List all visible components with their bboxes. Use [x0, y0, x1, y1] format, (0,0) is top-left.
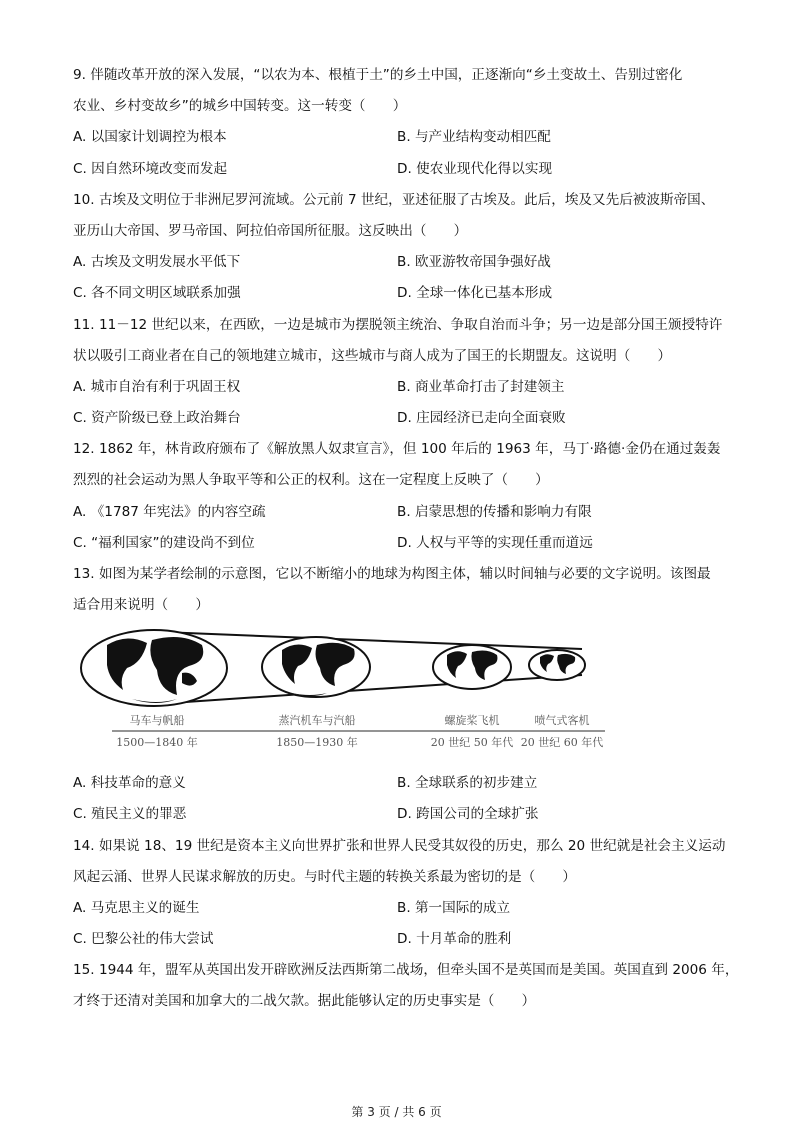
- option-c: C. 资产阶级已登上政治舞台: [73, 410, 241, 427]
- option-c: C. 各不同文明区域联系加强: [73, 285, 241, 302]
- shrinking-globe-figure: [73, 621, 733, 768]
- question-stem: 10. 古埃及文明位于非洲尼罗河流域。公元前 7 世纪，亚述征服了古埃及。此后，埃及又先后被波斯帝国、: [73, 191, 715, 208]
- question-11: [73, 310, 733, 435]
- figure-period: 1850—1930 年: [276, 736, 358, 750]
- globe-2: [262, 637, 370, 697]
- question-15: [73, 955, 739, 1017]
- question-stem: 11. 11－12 世纪以来，在西欧，一边是城市为摆脱领主统治、争取自治而斗争；另一边是部分国王颁授特许: [73, 316, 723, 333]
- option-b: B. 商业革命打击了封建领主: [397, 378, 565, 395]
- question-stem: 才终于还清对美国和加拿大的二战欠款。据此能够认定的历史事实是（ ）: [73, 993, 536, 1010]
- option-b: B. 与产业结构变动相匹配: [397, 129, 551, 146]
- question-stem: 9. 伴随改革开放的深入发展，“以农为本、根植于土”的乡土中国，正逐渐向“乡土变故土、告别过密化: [73, 67, 683, 83]
- figure-period: 20 世纪 50 年代: [430, 736, 514, 750]
- option-d: D. 使农业现代化得以实现: [397, 160, 553, 177]
- question-stem: 13. 如图为某学者绘制的示意图，它以不断缩小的地球为构图主体，辅以时间轴与必要的文字说明。该图最: [73, 566, 711, 582]
- option-d: D. 全球一体化已基本形成: [397, 285, 553, 302]
- question-stem: 风起云涌、世界人民谋求解放的历史。与时代主题的转换关系最为密切的是（ ）: [73, 868, 576, 885]
- option-c: C. 殖民主义的罪恶: [73, 806, 187, 823]
- question-13: [73, 559, 733, 831]
- option-a: A. 马克思主义的诞生: [73, 899, 200, 916]
- question-stem: 状以吸引工商业者在自己的领地建立城市，这些城市与商人成为了国王的长期盟友。这说明（ ）: [73, 347, 672, 364]
- page-footer: 第 3 页 / 共 6 页: [351, 1105, 442, 1119]
- question-stem: 亚历山大帝国、罗马帝国、阿拉伯帝国所征服。这反映出（ ）: [73, 222, 468, 239]
- option-a: A. 科技革命的意义: [73, 775, 186, 792]
- option-d: D. 庄园经济已走向全面衰败: [397, 410, 566, 427]
- option-b: B. 启蒙思想的传播和影响力有限: [397, 503, 592, 520]
- figure-label: 喷气式客机: [534, 714, 590, 728]
- option-b: B. 第一国际的成立: [397, 899, 511, 916]
- option-b: B. 欧亚游牧帝国争强好战: [397, 254, 551, 271]
- question-9: [73, 60, 733, 185]
- question-stem: 15. 1944 年，盟军从英国出发开辟欧洲反法西斯第二战场，但牵头国不是英国而是美国。英国直到 2006 年，: [73, 962, 739, 979]
- option-c: C. “福利国家”的建设尚不到位: [73, 534, 255, 551]
- option-d: D. 十月革命的胜利: [397, 931, 512, 948]
- option-a: A. 《1787 年宪法》的内容空疏: [73, 503, 266, 520]
- figure-period: 1500—1840 年: [116, 736, 198, 750]
- question-stem: 适合用来说明（ ）: [73, 597, 209, 614]
- globe-diagram: [77, 625, 617, 755]
- figure-label: 螺旋桨飞机: [444, 714, 500, 728]
- figure-label: 马车与帆船: [129, 714, 185, 728]
- option-b: B. 全球联系的初步建立: [397, 775, 538, 792]
- question-14: [73, 831, 733, 956]
- question-10: [73, 185, 733, 310]
- figure-period: 20 世纪 60 年代: [520, 736, 604, 750]
- option-d: D. 跨国公司的全球扩张: [397, 806, 539, 823]
- question-stem: 14. 如果说 18、19 世纪是资本主义向世界扩张和世界人民受其奴役的历史，那么 20 世纪就是社会主义运动: [73, 837, 726, 854]
- option-a: A. 以国家计划调控为根本: [73, 129, 227, 146]
- globe-3: [433, 645, 511, 689]
- question-stem: 农业、乡村变故乡”的城乡中国转变。这一转变（ ）: [73, 98, 407, 115]
- option-a: A. 城市自治有利于巩固王权: [73, 378, 241, 395]
- option-a: A. 古埃及文明发展水平低下: [73, 254, 241, 271]
- option-d: D. 人权与平等的实现任重而道远: [397, 534, 593, 551]
- question-12: [73, 434, 733, 559]
- question-stem: 12. 1862 年，林肯政府颁布了《解放黑人奴隶宣言》，但 100 年后的 1963 年，马丁·路德·金仍在通过轰轰: [73, 441, 721, 458]
- option-c: C. 巴黎公社的伟大尝试: [73, 931, 214, 948]
- question-stem: 烈烈的社会运动为黑人争取平等和公正的权利。这在一定程度上反映了（ ）: [73, 472, 549, 489]
- exam-page-content: [73, 60, 739, 1018]
- option-c: C. 因自然环境改变而发起: [73, 160, 228, 177]
- globe-4: [529, 650, 585, 680]
- globe-1: [81, 630, 227, 706]
- figure-label: 蒸汽机车与汽船: [278, 714, 356, 728]
